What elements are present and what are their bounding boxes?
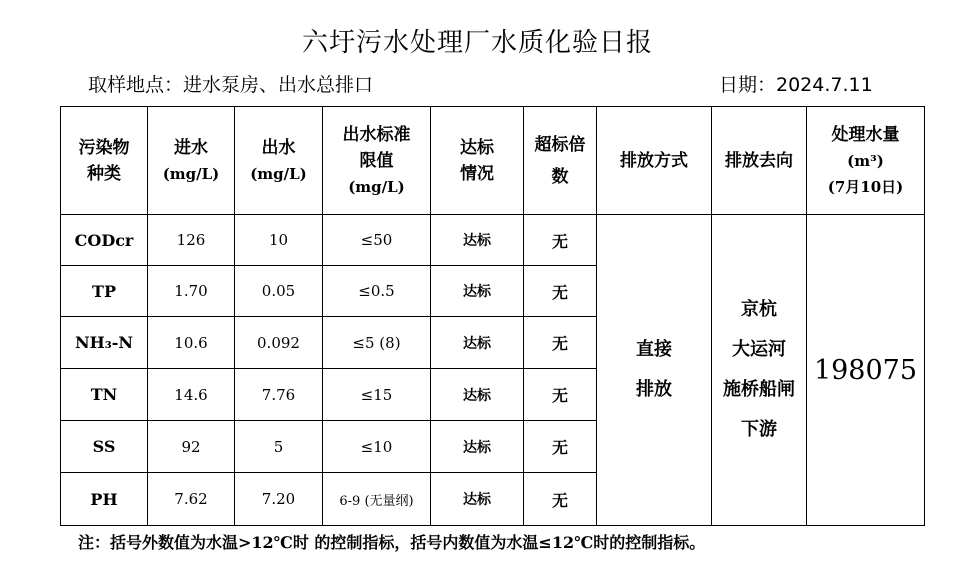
discharge-direction-line2: 大运河 xyxy=(732,339,786,360)
discharge-direction-line4: 下游 xyxy=(741,419,777,440)
limit-cell: ≤10 xyxy=(323,421,431,473)
header-effluent-label: 出水 xyxy=(261,137,296,158)
exceed-cell: 无 xyxy=(524,421,597,473)
pollutant-cell: SS xyxy=(61,421,148,473)
pollutant-cell: PH xyxy=(61,473,148,526)
status-cell: 达标 xyxy=(431,215,524,266)
pollutant-cell: CODcr xyxy=(61,215,148,266)
status-cell: 达标 xyxy=(431,421,524,473)
header-status xyxy=(431,107,524,215)
header-discharge-method: 排放方式 xyxy=(597,107,712,215)
report-date: 日期：2024.7.11 xyxy=(719,74,873,96)
header-exceed xyxy=(524,107,597,215)
header-volume xyxy=(807,107,925,215)
header-limit-unit: (mg/L) xyxy=(348,177,405,196)
discharge-direction-cell xyxy=(712,215,807,526)
influent-cell: 10.6 xyxy=(148,317,235,369)
header-volume-line2: (m³) xyxy=(847,151,884,170)
effluent-cell: 5 xyxy=(235,421,323,473)
table-row xyxy=(61,215,925,266)
header-volume-line3: (7月10日) xyxy=(827,177,904,196)
limit-cell: ≤50 xyxy=(323,215,431,266)
header-row xyxy=(61,107,925,215)
exceed-cell: 无 xyxy=(524,473,597,526)
header-exceed-line1: 超标倍 xyxy=(534,134,586,155)
header-exceed-line2: 数 xyxy=(551,166,569,187)
effluent-cell: 7.20 xyxy=(235,473,323,526)
exceed-cell: 无 xyxy=(524,317,597,369)
effluent-cell: 0.092 xyxy=(235,317,323,369)
influent-cell: 14.6 xyxy=(148,369,235,421)
header-volume-line1: 处理水量 xyxy=(831,124,900,145)
header-limit-line1: 出水标准 xyxy=(342,124,411,145)
influent-cell: 92 xyxy=(148,421,235,473)
limit-cell: ≤0.5 xyxy=(323,266,431,317)
header-effluent-unit: (mg/L) xyxy=(250,164,307,183)
treated-volume-cell: 198075 xyxy=(807,215,925,526)
header-limit xyxy=(323,107,431,215)
header-status-line1: 达标 xyxy=(460,137,494,158)
effluent-cell: 10 xyxy=(235,215,323,266)
header-effluent xyxy=(235,107,323,215)
exceed-cell: 无 xyxy=(524,215,597,266)
water-quality-table xyxy=(60,106,925,526)
effluent-cell: 7.76 xyxy=(235,369,323,421)
header-status-line2: 情况 xyxy=(460,163,494,184)
limit-cell: ≤15 xyxy=(323,369,431,421)
pollutant-cell: NH₃-N xyxy=(61,317,148,369)
sample-location: 取样地点：进水泵房、出水总排口 xyxy=(88,74,374,96)
status-cell: 达标 xyxy=(431,369,524,421)
header-limit-line2: 限值 xyxy=(359,150,394,171)
exceed-cell: 无 xyxy=(524,266,597,317)
influent-cell: 1.70 xyxy=(148,266,235,317)
header-pollutant xyxy=(61,107,148,215)
header-influent-label: 进水 xyxy=(174,137,208,158)
influent-cell: 7.62 xyxy=(148,473,235,526)
report-title: 六圩污水处理厂水质化验日报 xyxy=(301,28,653,58)
status-cell: 达标 xyxy=(431,473,524,526)
exceed-cell: 无 xyxy=(524,369,597,421)
discharge-method-line1: 直接 xyxy=(636,339,672,360)
header-influent-unit: (mg/L) xyxy=(162,164,220,183)
pollutant-cell: TN xyxy=(61,369,148,421)
discharge-direction-line3: 施桥船闸 xyxy=(723,379,795,400)
influent-cell: 126 xyxy=(148,215,235,266)
pollutant-cell: TP xyxy=(61,266,148,317)
header-pollutant-line2: 种类 xyxy=(87,163,121,184)
limit-cell: ≤5 (8) xyxy=(323,317,431,369)
effluent-cell: 0.05 xyxy=(235,266,323,317)
discharge-method-line2: 排放 xyxy=(636,379,672,400)
discharge-direction-line1: 京杭 xyxy=(741,299,777,320)
header-pollutant-line1: 污染物 xyxy=(78,137,130,158)
footnote: 注：括号外数值为水温>12℃时 的控制指标，括号内数值为水温≤12℃时的控制指标。 xyxy=(78,533,706,552)
status-cell: 达标 xyxy=(431,266,524,317)
header-discharge-direction: 排放去向 xyxy=(712,107,807,215)
discharge-method-cell xyxy=(597,215,712,526)
header-influent xyxy=(148,107,235,215)
status-cell: 达标 xyxy=(431,317,524,369)
limit-cell: 6-9 (无量纲) xyxy=(323,473,431,526)
